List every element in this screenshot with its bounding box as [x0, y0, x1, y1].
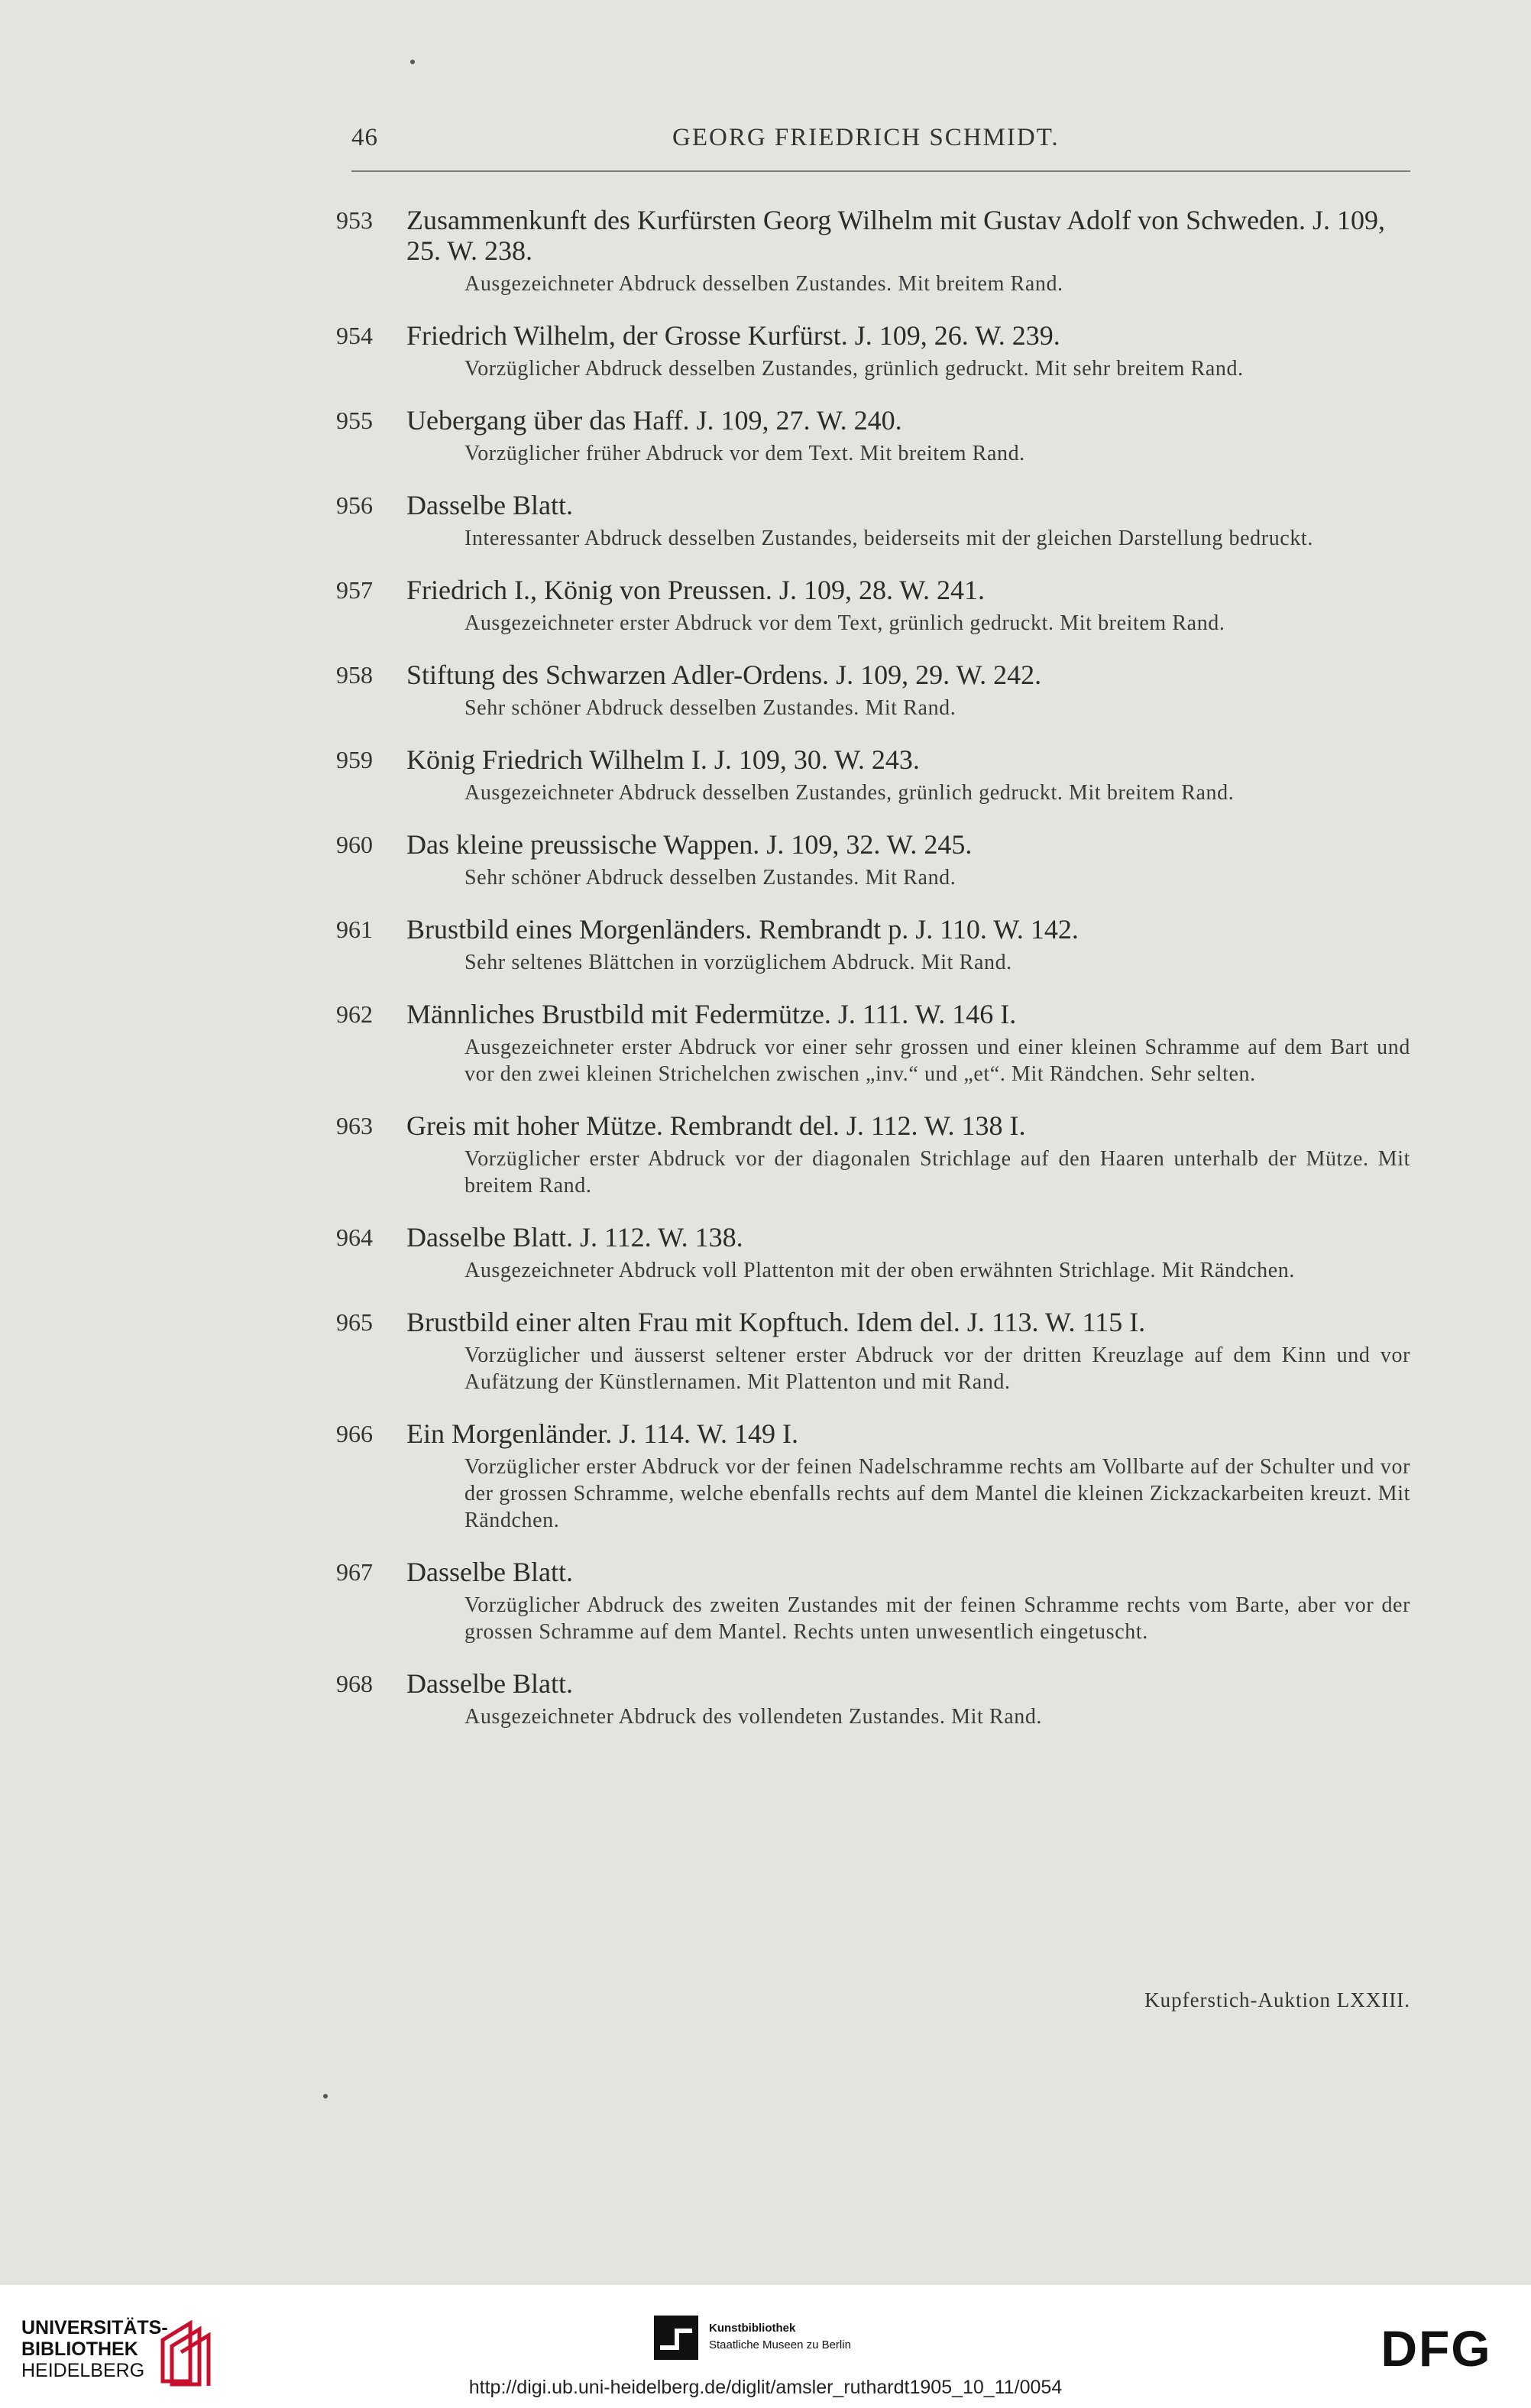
catalog-entry: [336, 1222, 1410, 1284]
entry-number: 961: [336, 916, 373, 943]
catalog-entry: [336, 205, 1410, 297]
entry-description: Vorzüglicher erster Abdruck vor der diagonalen Strichlage auf den Haaren unterhalb der Mütze. Mit breitem Rand.: [464, 1147, 1410, 1198]
entry-description: Vorzüglicher Abdruck desselben Zustandes, grünlich gedruckt. Mit sehr breitem Rand.: [464, 357, 1244, 381]
entry-description: Ausgezeichneter erster Abdruck vor dem Text, grünlich gedruckt. Mit breitem Rand.: [464, 611, 1225, 635]
entry-number: 964: [336, 1223, 373, 1251]
ub-heidelberg-wordmark: UNIVERSITÄTS- BIBLIOTHEK HEIDELBERG: [21, 2317, 168, 2381]
kunstbibliothek-logo[interactable]: [654, 2316, 898, 2369]
source-url-link[interactable]: http://digi.ub.uni-heidelberg.de/diglit/amsler_ruthardt1905_10_11/0054: [468, 2377, 1063, 2398]
page-number: 46: [351, 124, 378, 151]
entry-number: 953: [336, 206, 373, 234]
dfg-logo-text: DFG: [1380, 2325, 1492, 2372]
entry-title: Brustbild eines Morgenländers. Rembrandt p. J. 110. W. 142.: [406, 914, 1079, 945]
ub-heidelberg-logo[interactable]: [21, 2317, 228, 2386]
catalog-entries: [336, 205, 1410, 1753]
entry-description: Ausgezeichneter Abdruck voll Plattenton mit der oben erwähnten Strichlage. Mit Rändchen.: [464, 1259, 1295, 1282]
entry-title: Greis mit hoher Mütze. Rembrandt del. J. 112. W. 138 I.: [406, 1110, 1026, 1141]
catalog-entry: [336, 829, 1410, 891]
entry-title: Dasselbe Blatt.: [406, 1668, 573, 1699]
entry-title: König Friedrich Wilhelm I. J. 109, 30. W. 243.: [406, 744, 920, 775]
entry-number: 968: [336, 1670, 373, 1697]
entry-description: Vorzüglicher früher Abdruck vor dem Text. Mit breitem Rand.: [464, 442, 1025, 465]
entry-description: Interessanter Abdruck desselben Zustandes, beiderseits mit der gleichen Darstellung bedruckt.: [464, 527, 1313, 550]
catalog-entry: [336, 575, 1410, 637]
entry-number: 965: [336, 1308, 373, 1336]
catalog-entry: [336, 660, 1410, 721]
entry-description: Sehr schöner Abdruck desselben Zustandes. Mit Rand.: [464, 866, 956, 890]
entry-title: Dasselbe Blatt.: [406, 1557, 573, 1587]
entry-title: Dasselbe Blatt. J. 112. W. 138.: [406, 1222, 743, 1253]
header-rule: [351, 170, 1410, 172]
catalog-entry: [336, 1418, 1410, 1534]
entry-number: 957: [336, 576, 373, 604]
entry-title: Stiftung des Schwarzen Adler-Ordens. J. 109, 29. W. 242.: [406, 660, 1042, 690]
entry-title: Friedrich Wilhelm, der Grosse Kurfürst. J. 109, 26. W. 239.: [406, 320, 1060, 351]
page-title: GEORG FRIEDRICH SCHMIDT.: [672, 124, 1060, 151]
entry-number: 962: [336, 1000, 373, 1028]
catalog-entry: [336, 914, 1410, 976]
entry-title: Friedrich I., König von Preussen. J. 109, 28. W. 241.: [406, 575, 985, 605]
catalog-entry: [336, 1307, 1410, 1395]
entry-description: Vorzüglicher Abdruck des zweiten Zustandes mit der feinen Schramme rechts vom Barte, aber vor der grossen Schramme auf dem Mantel. Rechts unten unwesentlich eingetuscht.: [464, 1593, 1410, 1644]
catalog-entry: [336, 999, 1410, 1087]
catalog-entry: [336, 320, 1410, 382]
auction-signature: Kupferstich-Auktion LXXIII.: [1144, 1988, 1410, 2011]
entry-number: 958: [336, 661, 373, 689]
entry-description: Sehr schöner Abdruck desselben Zustandes. Mit Rand.: [464, 696, 956, 720]
entry-number: 963: [336, 1112, 373, 1139]
entry-title: Brustbild einer alten Frau mit Kopftuch. Idem del. J. 113. W. 115 I.: [406, 1307, 1146, 1337]
entry-title: Uebergang über das Haff. J. 109, 27. W. 240.: [406, 405, 902, 436]
entry-number: 955: [336, 407, 373, 434]
entry-number: 966: [336, 1420, 373, 1447]
catalog-entry: [336, 490, 1410, 552]
dfg-logo-icon: [1360, 2325, 1513, 2372]
speck: [323, 2094, 328, 2098]
entry-description: Ausgezeichneter Abdruck desselben Zustandes. Mit breitem Rand.: [464, 272, 1063, 296]
entry-number: 960: [336, 831, 373, 858]
entry-title: Dasselbe Blatt.: [406, 490, 573, 520]
entry-description: Ausgezeichneter Abdruck des vollendeten Zustandes. Mit Rand.: [464, 1705, 1043, 1729]
entry-title: Ein Morgenländer. J. 114. W. 149 I.: [406, 1418, 798, 1449]
catalog-entry: [336, 1110, 1410, 1199]
speck: [410, 60, 415, 64]
entry-number: 959: [336, 746, 373, 773]
footer-bar: [0, 2285, 1531, 2408]
entry-title: Zusammenkunft des Kurfürsten Georg Wilhelm mit Gustav Adolf von Schweden. J. 109, 25. W. 238.: [406, 205, 1386, 266]
catalog-entry: [336, 1668, 1410, 1730]
entry-description: Ausgezeichneter erster Abdruck vor einer sehr grossen und einer kleinen Schramme auf dem Bart und vor den zwei kleinen Strichelchen zwischen „inv.“ und „et“. Mit Rändchen. Sehr selten.: [464, 1035, 1410, 1086]
entry-description: Vorzüglicher erster Abdruck vor der feinen Nadelschramme rechts am Vollbarte auf der Schulter und vor der grossen Schramme, welche ebenfalls rechts auf dem Mantel die kleinen Zickzackarbeiten kreuzt. Mit Rändchen.: [464, 1455, 1410, 1532]
catalog-entry: [336, 744, 1410, 806]
catalog-entry: [336, 1557, 1410, 1645]
kunstbibliothek-mark-icon: [654, 2316, 698, 2360]
catalog-entry: [336, 405, 1410, 467]
entry-description: Vorzüglicher und äusserst seltener erster Abdruck vor der dritten Kreuzlage auf dem Kinn und vor Aufätzung der Künstlernamen. Mit Plattenton und mit Rand.: [464, 1343, 1410, 1394]
kunstbibliothek-wordmark: Kunstbibliothek Staatliche Museen zu Berlin: [709, 2322, 851, 2351]
dfg-logo[interactable]: [1360, 2325, 1513, 2372]
entry-number: 954: [336, 322, 373, 349]
entry-title: Das kleine preussische Wappen. J. 109, 32. W. 245.: [406, 829, 973, 860]
entry-title: Männliches Brustbild mit Federmütze. J. 111. W. 146 I.: [406, 999, 1017, 1029]
entry-number: 956: [336, 491, 373, 519]
entry-description: Ausgezeichneter Abdruck desselben Zustandes, grünlich gedruckt. Mit breitem Rand.: [464, 781, 1235, 805]
entry-description: Sehr seltenes Blättchen in vorzüglichem Abdruck. Mit Rand.: [464, 951, 1012, 974]
entry-number: 967: [336, 1558, 373, 1586]
